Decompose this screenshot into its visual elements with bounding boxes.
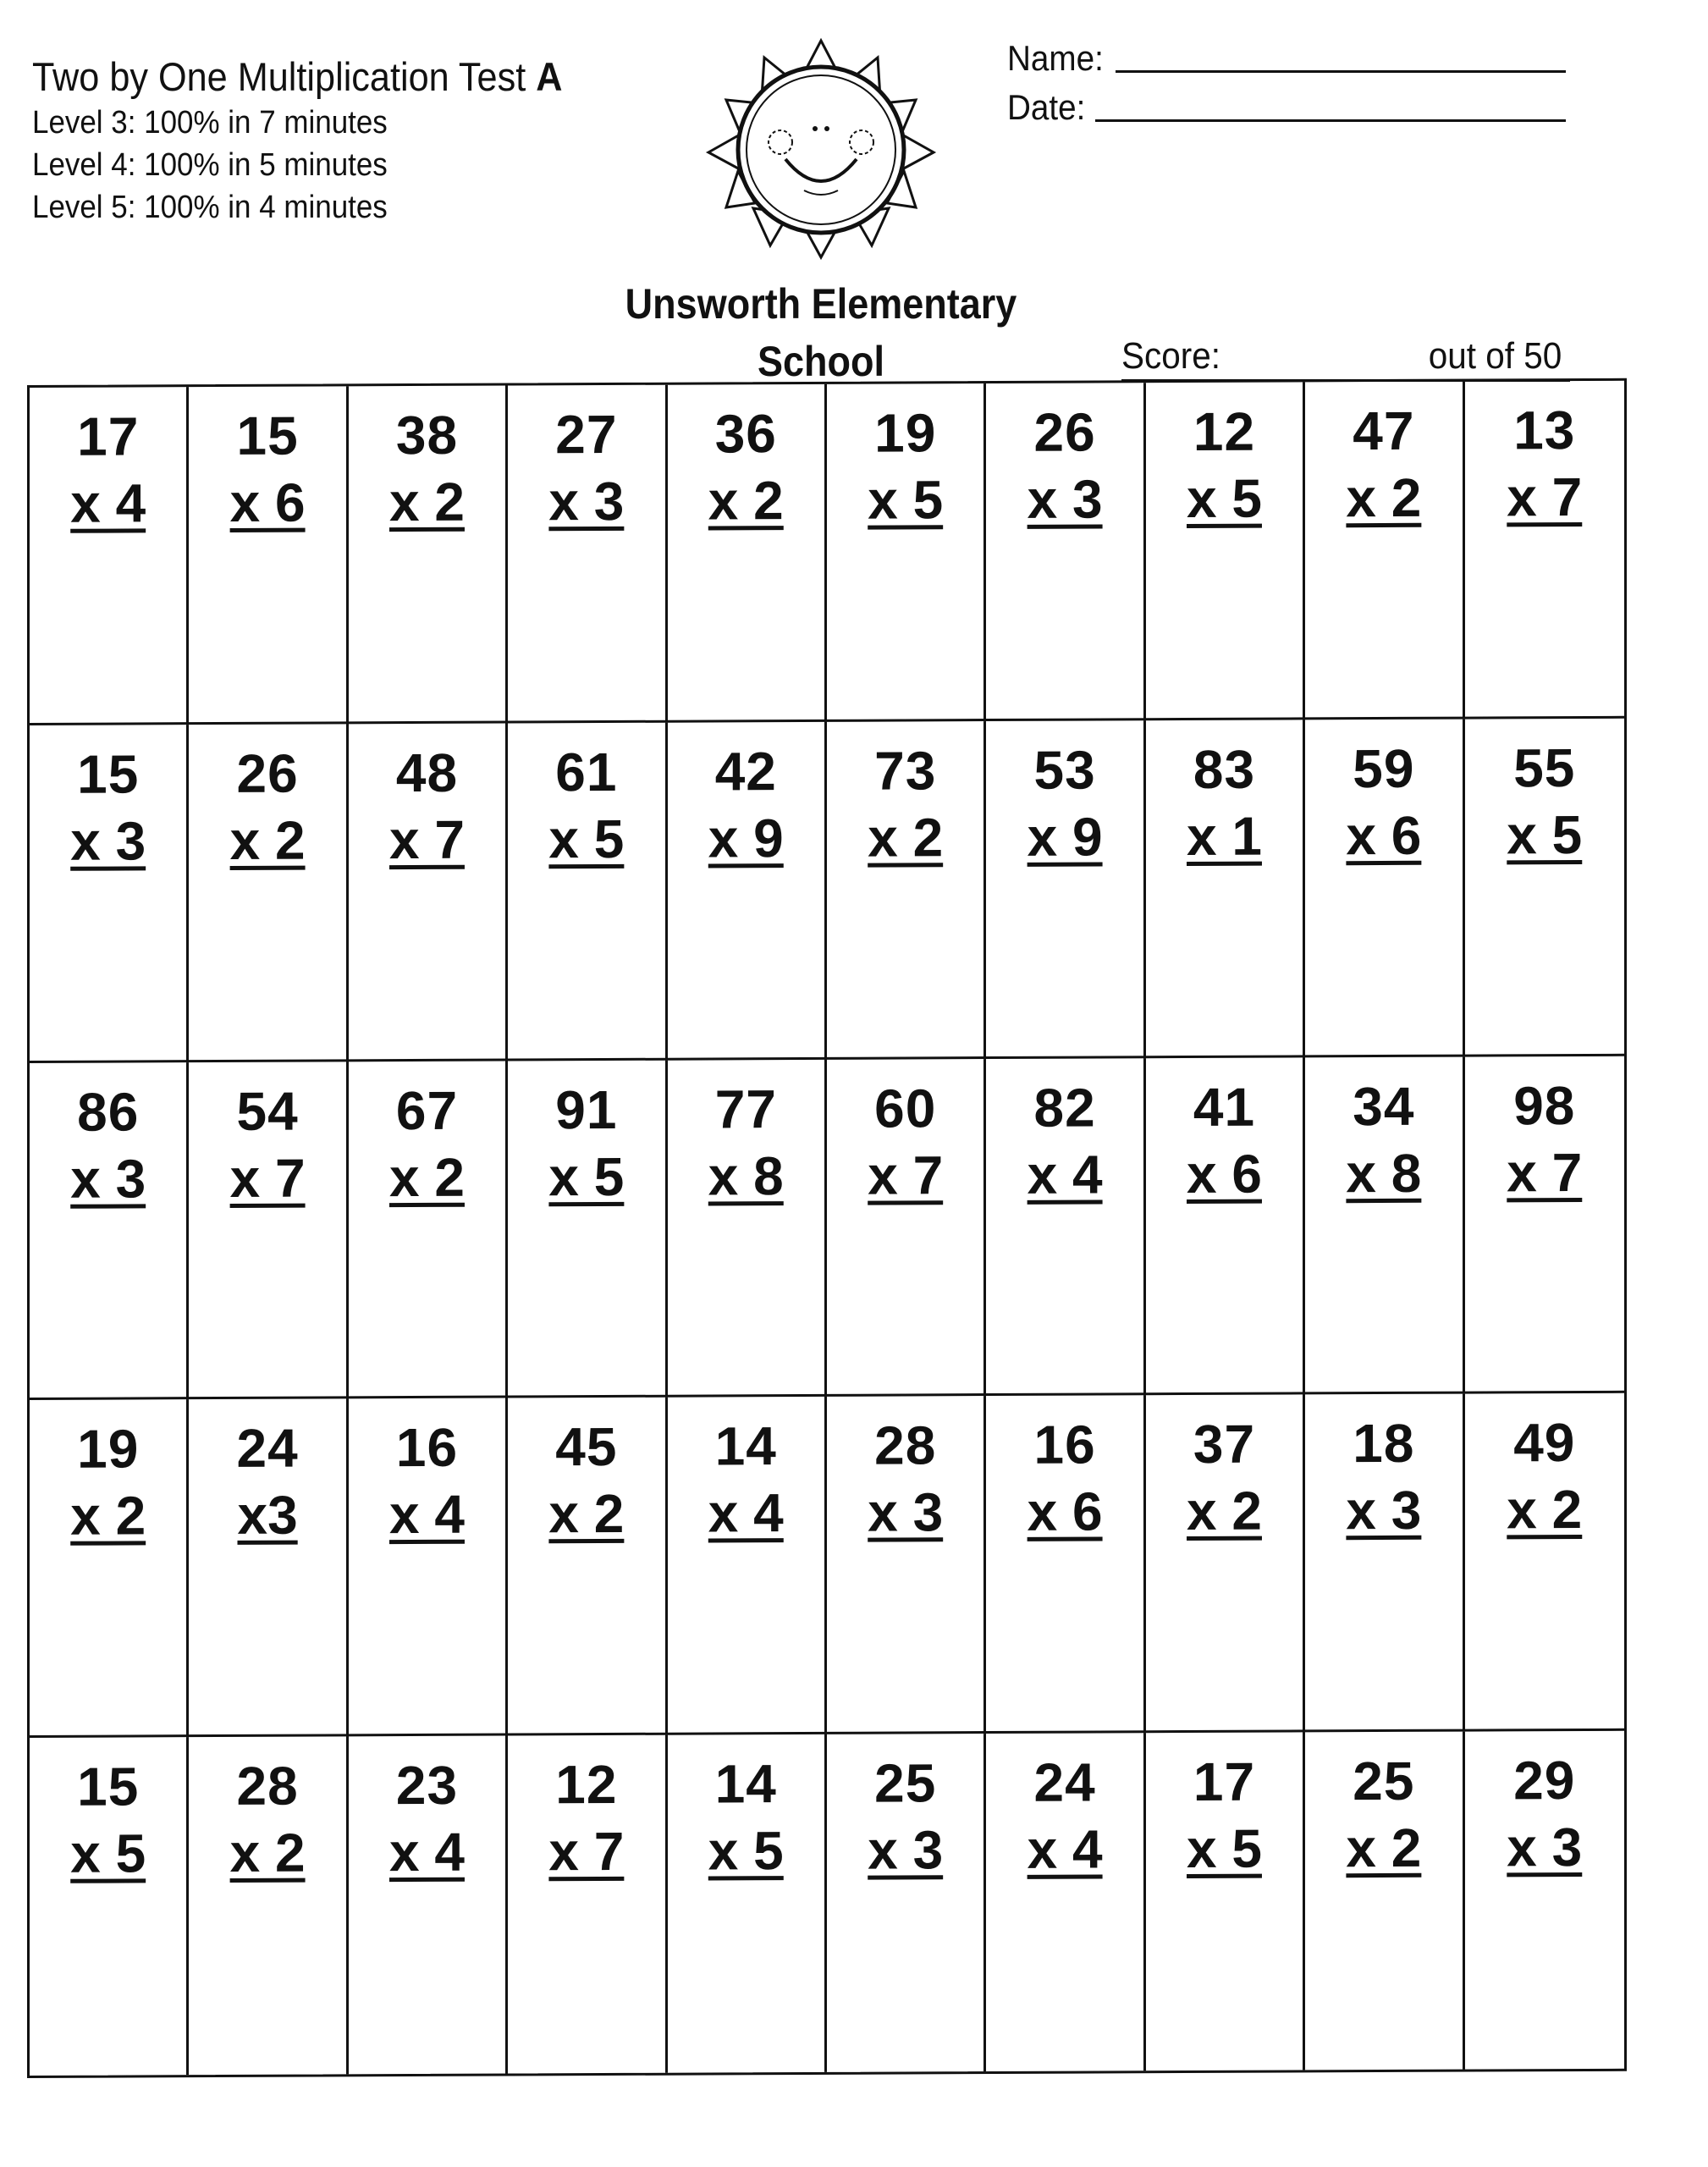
problem-multiplicand: 55	[1513, 736, 1576, 799]
school-line-2: School	[757, 338, 885, 385]
problem-multiplier: x 3	[868, 1481, 944, 1544]
problem-multiplier: x 7	[1507, 466, 1583, 528]
problem-cell[interactable]	[1146, 720, 1305, 1058]
problem-multiplicand: 47	[1353, 400, 1415, 462]
problem-multiplicand: 17	[77, 405, 140, 467]
problem-multiplier: x 9	[708, 807, 784, 869]
problem-cell[interactable]	[30, 1737, 189, 2076]
problem-multiplier: x 2	[229, 809, 306, 871]
problem-multiplier: x 2	[1346, 466, 1422, 529]
problem-multiplicand: 82	[1033, 1077, 1096, 1139]
problem-multiplier: x 7	[229, 1147, 306, 1209]
problem-cell[interactable]	[349, 1061, 508, 1399]
problem-cell[interactable]	[1465, 719, 1624, 1057]
problem-multiplicand: 45	[555, 1416, 618, 1478]
problem-multiplicand: 24	[236, 1417, 299, 1480]
problem-multiplier: x 3	[548, 470, 625, 532]
problem-cell[interactable]	[189, 724, 348, 1062]
problem-cell[interactable]	[1465, 1393, 1624, 1732]
problem-cell[interactable]	[508, 1735, 667, 2074]
problem-multiplier: x 2	[389, 1146, 465, 1208]
title-letter: A	[536, 54, 563, 99]
problem-multiplicand: 54	[236, 1080, 299, 1142]
problem-multiplicand: 38	[395, 404, 459, 466]
problem-cell[interactable]	[986, 1396, 1145, 1734]
problem-multiplier: x 3	[1346, 1480, 1422, 1541]
problem-multiplier: x 4	[708, 1482, 784, 1544]
date-blank-line	[1095, 119, 1566, 122]
problem-cell[interactable]	[827, 383, 986, 722]
problem-multiplicand: 36	[714, 403, 777, 465]
problem-multiplier: x 5	[1507, 803, 1583, 866]
name-field[interactable]	[1007, 30, 1566, 80]
problem-multiplicand: 61	[555, 741, 618, 803]
problem-cell[interactable]	[668, 722, 827, 1061]
problem-multiplier: x 5	[1187, 467, 1262, 530]
problem-multiplicand: 16	[395, 1417, 459, 1479]
problem-multiplier: x 6	[229, 471, 306, 533]
problem-cell[interactable]	[1146, 1057, 1305, 1396]
problem-cell[interactable]	[827, 1396, 986, 1734]
school-line-1: Unsworth Elementary	[625, 280, 1017, 328]
problem-multiplier: x3	[237, 1484, 298, 1547]
problem-multiplicand: 15	[77, 743, 140, 805]
score-label: Score:	[1121, 335, 1220, 377]
problem-multiplier: x 4	[70, 472, 146, 534]
problem-multiplicand: 53	[1033, 739, 1096, 801]
level-5-line: Level 5: 100% in 4 minutes	[32, 190, 388, 225]
problem-multiplicand: 18	[1353, 1413, 1415, 1475]
problem-multiplicand: 34	[1353, 1075, 1415, 1137]
problem-multiplicand: 26	[236, 742, 299, 804]
problem-multiplicand: 14	[714, 1415, 777, 1477]
problem-multiplier: x 1	[1187, 805, 1262, 867]
problem-multiplicand: 14	[714, 1753, 777, 1815]
problem-multiplier: x 2	[389, 471, 465, 533]
problem-multiplier: x 2	[1187, 1481, 1262, 1542]
problem-multiplier: x 6	[1187, 1143, 1262, 1205]
problem-cell[interactable]	[1305, 1732, 1464, 2071]
problem-multiplicand: 12	[1193, 400, 1256, 462]
problem-cell[interactable]	[1305, 1056, 1464, 1395]
problem-cell[interactable]	[508, 1398, 667, 1736]
problem-cell[interactable]	[189, 386, 348, 725]
problem-cell[interactable]	[1305, 719, 1464, 1057]
problem-multiplicand: 29	[1513, 1750, 1576, 1811]
problem-multiplicand: 60	[874, 1077, 937, 1139]
problem-cell[interactable]	[1465, 381, 1624, 720]
problem-multiplier: x 4	[389, 1821, 465, 1883]
problem-cell[interactable]	[349, 1736, 508, 2075]
problem-cell[interactable]	[508, 722, 667, 1061]
problem-cell[interactable]	[668, 1059, 827, 1398]
problem-multiplicand: 48	[395, 742, 459, 803]
problem-cell[interactable]	[668, 384, 827, 723]
problem-cell[interactable]	[986, 1733, 1145, 2071]
problem-multiplier: x 2	[229, 1822, 306, 1884]
problem-multiplier: x 2	[708, 470, 784, 532]
problem-cell[interactable]	[986, 383, 1145, 721]
problem-multiplicand: 73	[874, 740, 937, 802]
problem-multiplier: x 5	[1187, 1817, 1262, 1880]
problem-multiplier: x 2	[70, 1485, 146, 1547]
problem-multiplier: x 2	[548, 1483, 625, 1545]
smiling-sun-icon	[694, 34, 948, 262]
problem-multiplicand: 86	[77, 1081, 140, 1143]
title-text: Two by One Multiplication Test	[32, 54, 526, 99]
problem-multiplicand: 28	[236, 1755, 299, 1817]
problem-multiplicand: 19	[874, 402, 937, 464]
problem-multiplicand: 91	[555, 1078, 618, 1140]
test-header	[32, 52, 675, 229]
problem-multiplicand: 37	[1193, 1414, 1256, 1475]
problem-multiplicand: 13	[1513, 400, 1576, 461]
problem-multiplier: x 4	[1027, 1818, 1103, 1881]
problem-multiplicand: 77	[714, 1078, 777, 1140]
problem-multiplier: x 3	[868, 1819, 944, 1881]
problem-cell[interactable]	[1146, 1395, 1305, 1734]
level-3-line: Level 3: 100% in 7 minutes	[32, 105, 388, 141]
name-blank-line	[1116, 69, 1566, 73]
problem-multiplicand: 25	[1353, 1751, 1415, 1812]
problem-cell[interactable]	[1146, 382, 1305, 720]
problem-multiplier: x 7	[1507, 1141, 1583, 1203]
problem-multiplicand: 59	[1353, 737, 1415, 799]
problem-multiplicand: 98	[1513, 1074, 1576, 1136]
problem-multiplicand: 41	[1193, 1076, 1256, 1138]
problem-multiplier: x 8	[1346, 1142, 1422, 1204]
problem-multiplicand: 83	[1193, 738, 1256, 800]
level-4-line: Level 4: 100% in 5 minutes	[32, 147, 388, 183]
problem-multiplier: x 3	[70, 810, 146, 872]
problem-cell[interactable]	[1465, 1056, 1624, 1394]
problem-multiplicand: 49	[1513, 1412, 1576, 1474]
problem-cell[interactable]	[668, 1397, 827, 1735]
problem-cell[interactable]	[1305, 382, 1464, 720]
problem-multiplier: x 3	[1507, 1817, 1583, 1878]
problem-multiplier: x 7	[548, 1821, 625, 1883]
problem-multiplicand: 19	[77, 1418, 140, 1481]
problem-cell[interactable]	[1305, 1394, 1464, 1733]
problem-multiplicand: 27	[555, 403, 618, 466]
problem-cell[interactable]	[827, 1059, 986, 1398]
problem-cell[interactable]	[827, 1734, 986, 2072]
problem-multiplier: x 5	[868, 469, 944, 531]
problem-multiplier: x 4	[389, 1484, 465, 1546]
problem-cell[interactable]	[668, 1734, 827, 2073]
problem-cell[interactable]	[30, 725, 189, 1063]
problem-multiplicand: 16	[1033, 1414, 1096, 1476]
problem-multiplicand: 67	[395, 1079, 459, 1141]
problem-cell[interactable]	[508, 1060, 667, 1398]
school-name	[615, 275, 1027, 390]
score-out-of: out of 50	[1428, 335, 1562, 377]
problem-multiplier: x 5	[548, 1145, 625, 1207]
problem-cell[interactable]	[349, 723, 508, 1061]
date-field[interactable]	[1007, 80, 1566, 129]
problem-multiplier: x 6	[1027, 1481, 1103, 1543]
problem-multiplicand: 15	[236, 405, 299, 466]
problem-multiplicand: 15	[77, 1756, 140, 1817]
problem-multiplier: x 5	[70, 1822, 146, 1884]
problem-multiplier: x 7	[868, 1144, 944, 1206]
problem-multiplier: x 4	[1027, 1144, 1103, 1205]
problem-cell[interactable]	[1465, 1731, 1624, 2070]
problem-multiplier: x 3	[1027, 468, 1103, 530]
problem-cell[interactable]	[30, 1062, 189, 1401]
problem-grid	[27, 378, 1627, 2078]
problem-multiplier: x 2	[868, 807, 944, 868]
name-date-fields	[1007, 30, 1566, 129]
problem-cell[interactable]	[189, 1061, 348, 1400]
problem-multiplicand: 25	[874, 1752, 937, 1814]
problem-cell[interactable]	[189, 1737, 348, 2076]
problem-multiplier: x 5	[548, 808, 625, 870]
problem-multiplier: x 2	[1346, 1817, 1422, 1879]
problem-cell[interactable]	[349, 386, 508, 725]
problem-cell[interactable]	[508, 385, 667, 724]
page-title	[32, 52, 624, 102]
problem-cell[interactable]	[349, 1398, 508, 1737]
problem-cell[interactable]	[189, 1399, 348, 1738]
problem-cell[interactable]	[827, 721, 986, 1060]
problem-multiplicand: 24	[1033, 1751, 1096, 1813]
problem-multiplier: x 8	[708, 1144, 784, 1207]
problem-multiplier: x 7	[389, 808, 465, 870]
score-field[interactable]	[1121, 333, 1570, 382]
problem-cell[interactable]	[30, 1400, 189, 1739]
problem-cell[interactable]	[986, 720, 1145, 1059]
problem-cell[interactable]	[986, 1058, 1145, 1397]
problem-multiplier: x 9	[1027, 806, 1103, 868]
problem-multiplier: x 6	[1346, 804, 1422, 866]
problem-multiplicand: 26	[1033, 401, 1096, 463]
problem-multiplicand: 12	[555, 1754, 618, 1816]
problem-multiplier: x 3	[70, 1147, 146, 1210]
problem-cell[interactable]	[1146, 1733, 1305, 2071]
name-label: Name:	[1007, 38, 1104, 78]
problem-multiplicand: 17	[1193, 1751, 1256, 1813]
date-label: Date:	[1007, 87, 1086, 127]
problem-multiplier: x 5	[708, 1820, 784, 1882]
problem-multiplicand: 28	[874, 1414, 937, 1477]
problem-multiplicand: 42	[714, 740, 777, 802]
problem-multiplier: x 2	[1507, 1479, 1583, 1541]
problem-multiplicand: 23	[395, 1754, 459, 1817]
problem-cell[interactable]	[30, 387, 189, 725]
